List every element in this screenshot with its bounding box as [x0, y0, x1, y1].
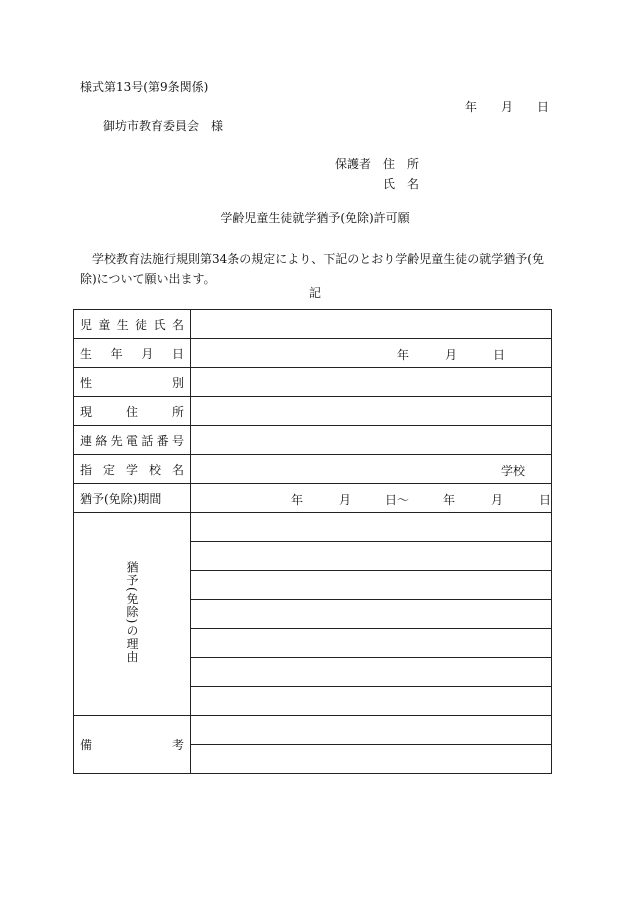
name-field[interactable] [191, 310, 552, 339]
phone-label-text [80, 432, 184, 449]
name-label-char: 名 [171, 317, 184, 332]
period-month-1: 月 [339, 493, 352, 507]
birth-day-unit: 日 [493, 348, 506, 362]
guardian-address [335, 157, 419, 171]
reason-line-4[interactable] [191, 600, 552, 629]
name-label-char: 生 [116, 317, 129, 332]
school-label-char: 定 [102, 462, 115, 477]
phone-field[interactable] [191, 426, 552, 455]
address-label-3: 所 [171, 404, 184, 419]
phone-label [74, 426, 191, 455]
address-label-2: 住 [125, 404, 138, 419]
address-label-1: 現 [80, 404, 93, 419]
school-label-char: 校 [148, 462, 161, 477]
school-label-text [80, 461, 184, 478]
school-label-char: 指 [80, 462, 93, 477]
row-phone [74, 426, 552, 455]
form-number: 様式第13号(第9条関係) [80, 80, 209, 94]
birth-label-2: 年 [110, 346, 123, 361]
school-label [74, 455, 191, 484]
school-field[interactable] [191, 455, 552, 484]
sex-label [74, 368, 191, 397]
address-label: 住 所 [383, 157, 420, 171]
row-period [74, 484, 552, 513]
address-label-cell [74, 397, 191, 426]
school-label-char: 学 [125, 462, 138, 477]
body-text: 学校教育法施行規則第34条の規定により、下記のとおり学齢児童生徒の就学猶予(免除)について願い出ます。 [80, 252, 544, 286]
birth-label-3: 月 [141, 346, 154, 361]
sex-label-2: 別 [171, 375, 184, 390]
reason-label-text: 猶予(免除)の理由 [125, 561, 139, 664]
application-date [465, 100, 549, 114]
name-label [74, 310, 191, 339]
period-label [74, 484, 191, 513]
phone-label-char: 絡 [95, 433, 108, 448]
reason-line-3[interactable] [191, 571, 552, 600]
application-table [73, 309, 552, 774]
period-year-1: 年 [291, 493, 304, 507]
school-suffix: 学校 [501, 464, 526, 478]
remarks-line-1[interactable] [191, 716, 552, 745]
reason-line-6[interactable] [191, 658, 552, 687]
name-label-char: 氏 [153, 317, 166, 332]
phone-label-char: 号 [171, 433, 184, 448]
document-title: 学齢児童生徒就学猶予(免除)許可願 [220, 211, 410, 225]
address-field[interactable] [191, 397, 552, 426]
row-reason-1 [74, 513, 552, 542]
reason-line-1[interactable] [191, 513, 552, 542]
row-birth [74, 339, 552, 368]
birth-label-4: 日 [171, 346, 184, 361]
remarks-label-2: 考 [171, 738, 184, 752]
addressee: 御坊市教育委員会 様 [103, 119, 224, 133]
row-school [74, 455, 552, 484]
remarks-label [74, 716, 191, 774]
date-month: 月 [501, 100, 514, 114]
remarks-label-1: 備 [80, 738, 93, 752]
sex-label-1: 性 [80, 375, 93, 390]
date-year: 年 [465, 100, 478, 114]
birth-month-unit: 月 [445, 348, 458, 362]
sex-field[interactable] [191, 368, 552, 397]
guardian-label: 保護者 [335, 157, 372, 171]
row-remarks-1 [74, 716, 552, 745]
reason-line-2[interactable] [191, 542, 552, 571]
phone-label-char: 電 [125, 433, 138, 448]
period-field[interactable] [191, 484, 552, 513]
birth-field[interactable] [191, 339, 552, 368]
row-name [74, 310, 552, 339]
period-day-2: 日 [539, 493, 552, 507]
reason-line-7[interactable] [191, 687, 552, 716]
ki-heading: 記 [308, 286, 321, 300]
period-label-text: 猶予(免除)期間 [80, 491, 162, 506]
birth-label-1: 生 [80, 346, 93, 361]
date-day: 日 [537, 100, 550, 114]
phone-label-char: 連 [80, 433, 93, 448]
reason-label [74, 513, 191, 716]
row-sex [74, 368, 552, 397]
birth-year-unit: 年 [397, 348, 410, 362]
phone-label-char: 話 [141, 433, 154, 448]
guardian-name: 氏 名 [383, 177, 420, 191]
name-label-char: 児 [80, 317, 93, 332]
name-label-char: 童 [98, 317, 111, 332]
phone-label-char: 番 [156, 433, 169, 448]
school-label-char: 名 [171, 462, 184, 477]
period-year-2: 年 [443, 493, 456, 507]
name-label-char: 徒 [135, 317, 148, 332]
birth-label [74, 339, 191, 368]
remarks-line-2[interactable] [191, 745, 552, 774]
period-month-2: 月 [491, 493, 504, 507]
row-address [74, 397, 552, 426]
period-day-1: 日〜 [385, 493, 410, 507]
phone-label-char: 先 [110, 433, 123, 448]
reason-line-5[interactable] [191, 629, 552, 658]
name-label-text [80, 316, 184, 333]
